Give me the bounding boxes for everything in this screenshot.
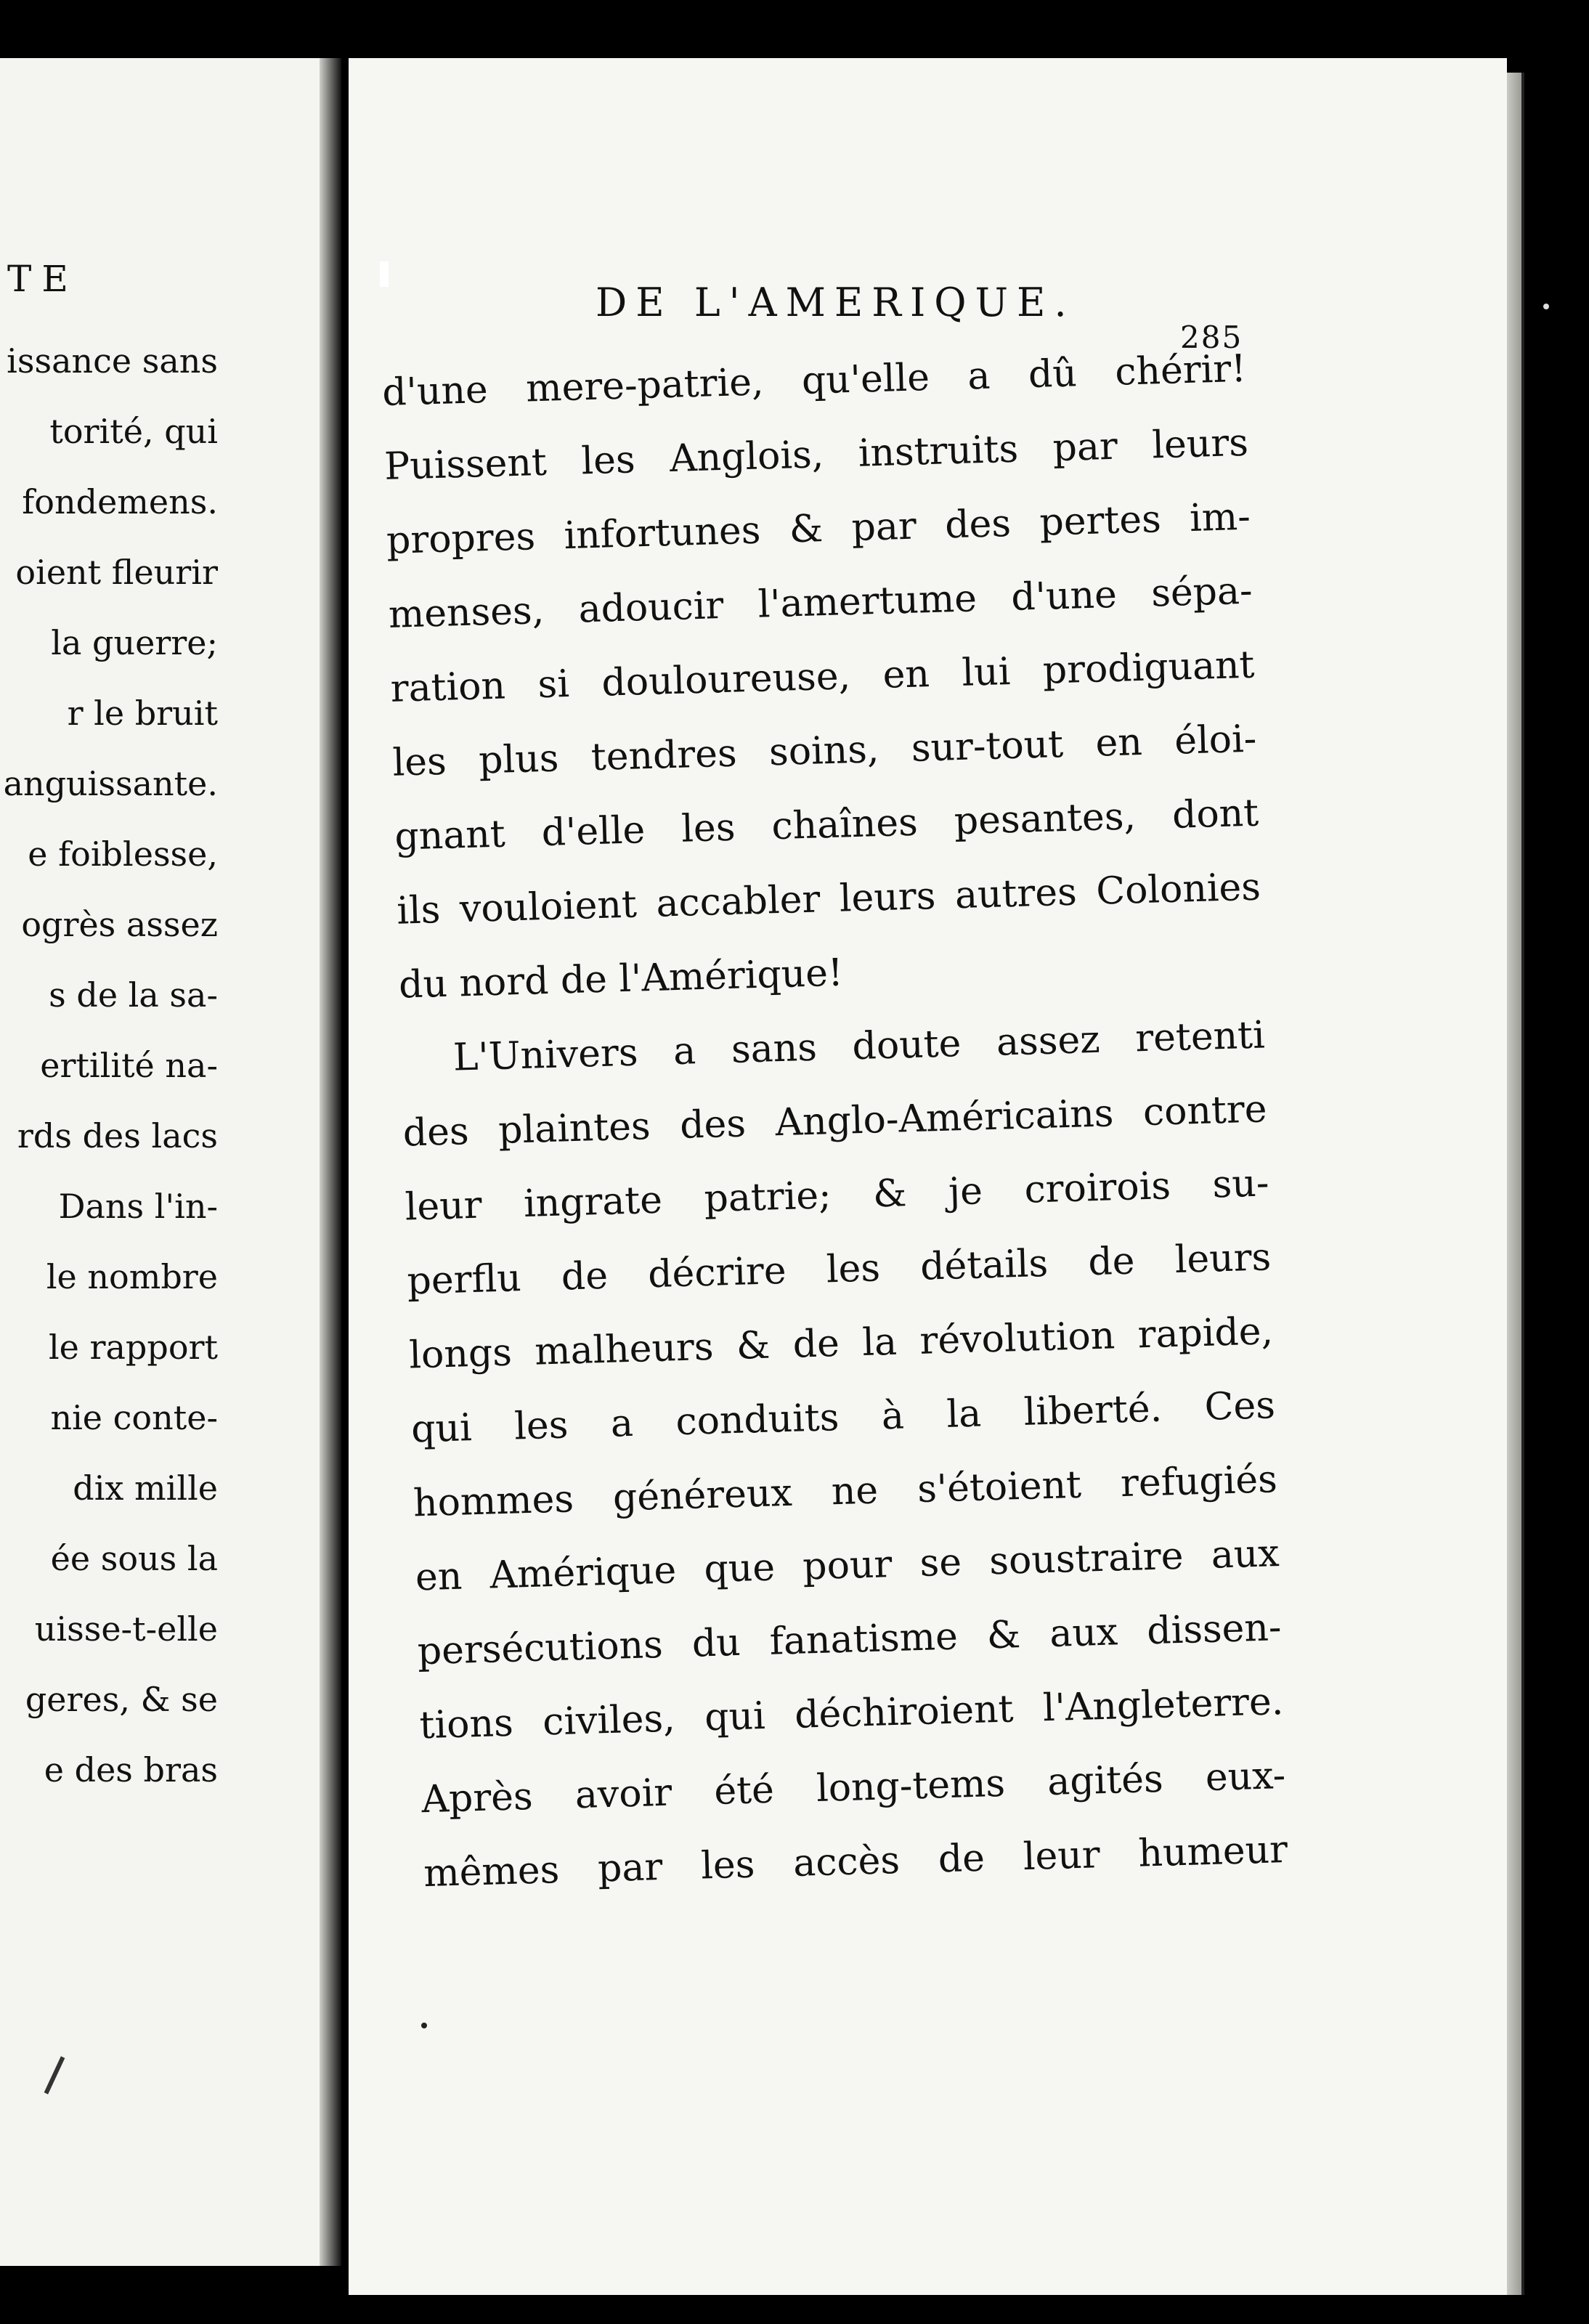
text-line: leur ingrate patrie; & je croirois su- — [404, 1161, 1270, 1230]
text-line: qui les a conduits à la liberté. Ces — [410, 1384, 1276, 1452]
page-number: 285 — [1180, 320, 1243, 355]
text-line: Après avoir été long-tems agités eux- — [420, 1754, 1286, 1822]
text-line: en Amérique que pour se soustraire aux — [415, 1532, 1280, 1600]
left-page-text — [0, 341, 218, 1821]
left-line: le nombre — [46, 1257, 218, 1296]
left-line: nie conte- — [50, 1398, 218, 1437]
text-line: hommes généreux ne s'étoient refugiés — [413, 1458, 1278, 1526]
left-line: fondemens. — [22, 482, 218, 521]
left-line: oient fleurir — [15, 553, 218, 592]
left-line: uisse-t-elle — [34, 1609, 218, 1649]
left-line: s de la sa- — [49, 975, 218, 1015]
running-head: DE L'AMERIQUE. — [596, 280, 1076, 325]
left-line: le rapport — [48, 1328, 218, 1367]
text-line: persécutions du fanatisme & aux dissen- — [417, 1606, 1283, 1674]
text-line: menses, adoucir l'amertume d'une sépa- — [388, 569, 1253, 637]
text-line: gnant d'elle les chaînes pesantes, dont — [394, 791, 1259, 859]
ink-speck — [421, 2023, 427, 2028]
text-line: Puissent les Anglois, instruits par leurs — [383, 420, 1249, 489]
left-line: ée sous la — [50, 1539, 218, 1578]
text-line: longs malheurs & de la révolution rapide, — [408, 1309, 1274, 1378]
text-line: ration si douloureuse, en lui prodiguant — [389, 643, 1256, 711]
left-line: dix mille — [73, 1468, 218, 1508]
text-line: mêmes par les accès de leur humeur — [423, 1827, 1288, 1896]
text-line: L'Univers a sans doute assez retenti — [452, 1013, 1266, 1080]
dust-speck — [1543, 304, 1549, 309]
left-line: Dans l'in- — [58, 1187, 218, 1226]
left-line: rds des lacs — [17, 1116, 218, 1155]
text-line: tions civiles, qui déchiroient l'Angleterre. — [418, 1680, 1285, 1748]
text-line: ils vouloient accabler leurs autres Colonies — [396, 865, 1261, 933]
left-gutter-shadow — [320, 58, 341, 2266]
left-line: ertilité na- — [40, 1046, 218, 1085]
text-line: d'une mere-patrie, qu'elle a dû chérir! — [381, 346, 1247, 415]
left-line: anguissante. — [3, 764, 218, 803]
paper-speck — [380, 261, 389, 287]
left-line: la guerre; — [51, 623, 218, 662]
text-line: propres infortunes & par des pertes im- — [386, 495, 1251, 563]
left-running-head: TE — [7, 258, 78, 300]
text-line: les plus tendres soins, sur-tout en éloi- — [391, 717, 1258, 785]
body-text — [381, 332, 1288, 1911]
left-line: r le bruit — [67, 694, 218, 733]
left-line: e des bras — [44, 1750, 218, 1789]
left-line: torité, qui — [49, 412, 218, 451]
left-line: issance sans — [7, 341, 218, 381]
text-line: perflu de décrire les détails de leurs — [406, 1235, 1272, 1304]
left-line: geres, & se — [25, 1680, 218, 1719]
left-line: ogrès assez — [21, 905, 218, 944]
left-line: e foiblesse, — [28, 834, 218, 874]
text-line: du nord de l'Amérique! — [398, 951, 844, 1007]
text-line: des plaintes des Anglo-Américains contre — [402, 1087, 1268, 1155]
